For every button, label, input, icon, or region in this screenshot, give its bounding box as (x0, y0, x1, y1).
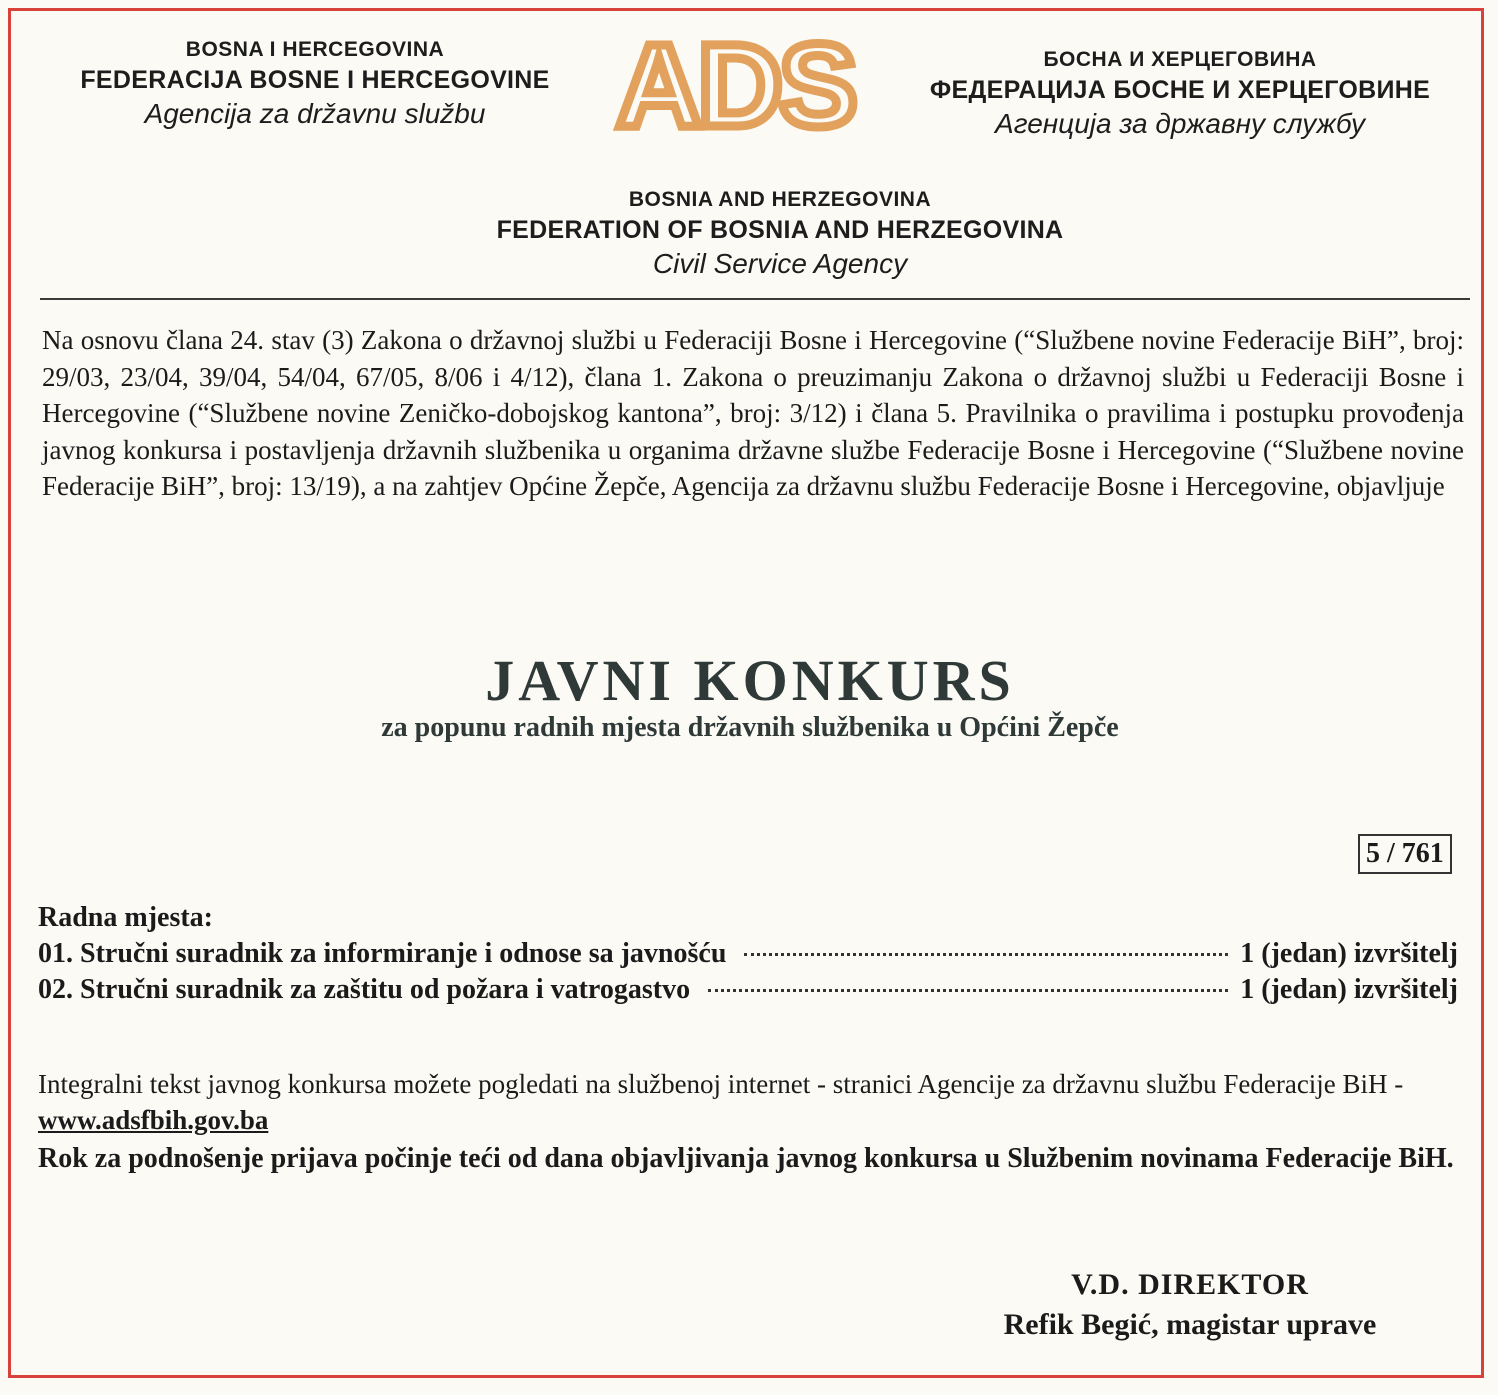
signatory-name: Refik Begić, magistar uprave (1003, 1308, 1377, 1341)
header-left-agency: Agencija za državnu službu (144, 98, 486, 129)
positions-heading: Radna mjesta: (38, 902, 213, 933)
reference-number-badge: 5 / 761 (1358, 834, 1452, 874)
header-center-country: BOSNIA AND HERZEGOVINA (628, 188, 932, 211)
signatory-title: V.D. DIREKTOR (1071, 1268, 1309, 1301)
ads-logo-icon (604, 30, 866, 140)
position-name: 02. Stručni suradnik za zaštitu od požara i vatrogastvo (38, 974, 691, 1005)
position-count: 1 (jedan) izvršitelj (1240, 938, 1458, 969)
application-deadline: Rok za podnošenje prijava počinje teći od dana objavljivanja javnog konkursa u Službenim novinama Federacije BiH. (38, 1143, 1454, 1174)
signature-block (960, 1266, 1420, 1346)
header-right-cyrillic (880, 46, 1480, 142)
header-divider (40, 298, 1470, 300)
header-left-country: BOSNA I HERCEGOVINA (185, 38, 445, 61)
ads-logo-text: ADS (616, 30, 854, 140)
full-text-notice (38, 1066, 1458, 1138)
header-right-country: БОСНА И ХЕРЦЕГОВИНА (1043, 48, 1317, 71)
header-center-federation: FEDERATION OF BOSNIA AND HERZEGOVINA (496, 216, 1064, 244)
header-right-federation: ФЕДЕРАЦИЈА БОСНЕ И ХЕРЦЕГОВИНЕ (929, 76, 1431, 104)
header-center-english (380, 186, 1180, 282)
page-title: JAVNI KONKURS (485, 648, 1015, 713)
position-count: 1 (jedan) izvršitelj (1240, 974, 1458, 1005)
legal-basis-paragraph: Na osnovu člana 24. stav (3) Zakona o državnoj službi u Federaciji Bosne i Hercegovine (“Službene novine Federacije BiH”, broj: 29/03, 23/04, 39/04, 54/04, 67/05, 8/06 i 4/12), člana 1. Zakona o preuzimanju Zakona o državnoj službi u Federaciji Bosne i Hercegovine (“Službene novine Zeničko-dobojskog kantona”, broj: 3/12) i člana 5. Pravilnika o pravilima i postupku provođenja javnog konkursa i postavljenja državnih službenika u organima državne službe Federacije Bosne i Hercegovine (“Službene novine Federacije BiH”, broj: 13/19), a na zahtjev Općine Žepče, Agencija za državnu službu Federacije Bosne i Hercegovine, objavljuje (42, 325, 1464, 501)
header-center-agency: Civil Service Agency (652, 248, 908, 279)
header-left-federation: FEDERACIJA BOSNE I HERCEGOVINE (80, 66, 550, 94)
position-name: 01. Stručni suradnik za informiranje i odnose sa javnošću (38, 938, 727, 969)
positions-section (38, 900, 1458, 1008)
notice-text: Integralni tekst javnog konkursa možete pogledati na službenoj internet - stranici Agencije za državnu službu Federacije BiH - (38, 1069, 1404, 1099)
header-right-agency: Агенција за државну службу (995, 108, 1365, 139)
position-row-1 (38, 936, 1458, 972)
page-subtitle: za popunu radnih mjesta državnih službenika u Općini Žepče (381, 712, 1119, 743)
dotted-leader (708, 989, 1228, 992)
header-left-bosnian (40, 36, 590, 132)
dotted-leader (744, 953, 1228, 956)
agency-website-link[interactable]: www.adsfbih.gov.ba (38, 1105, 269, 1135)
position-row-2 (38, 972, 1458, 1008)
